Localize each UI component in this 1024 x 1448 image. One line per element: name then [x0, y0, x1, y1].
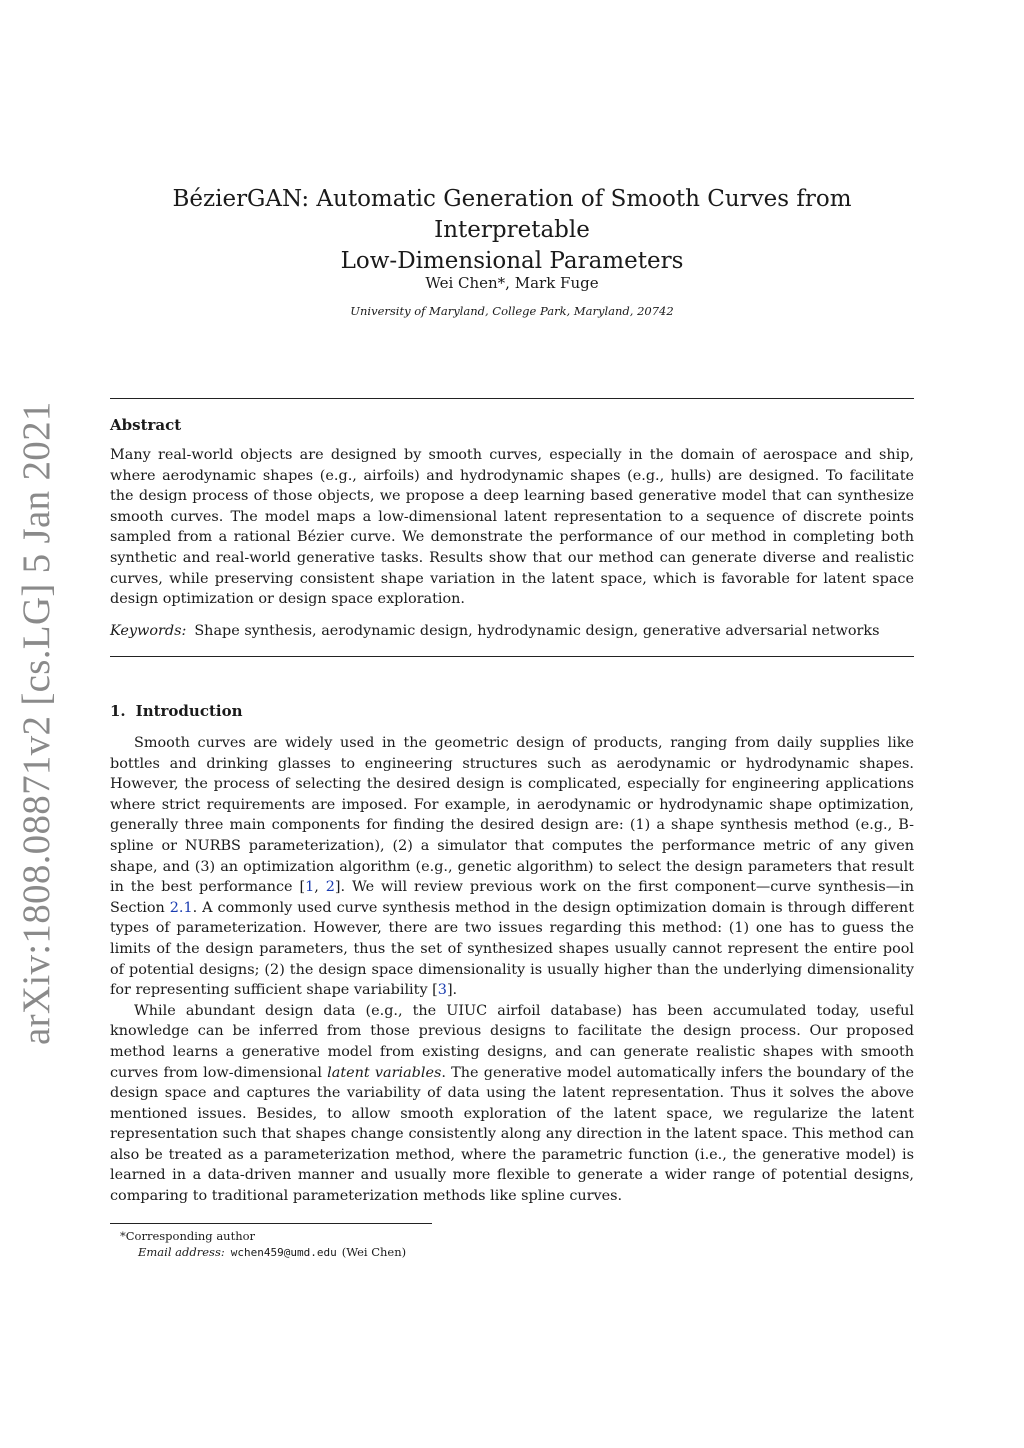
footnote-corresponding-author: *Corresponding author	[120, 1229, 256, 1243]
intro-paragraph-2	[110, 1001, 914, 1207]
email-owner: (Wei Chen)	[341, 1245, 407, 1259]
citation-link[interactable]: 2	[325, 879, 335, 896]
footnote-email	[138, 1245, 406, 1260]
abstract-bottom-rule	[110, 656, 914, 657]
keywords-list: Shape synthesis, aerodynamic design, hydrodynamic design, generative adversarial networks	[194, 623, 880, 639]
emphasis-latent-variables: latent variables	[327, 1064, 442, 1081]
paper-title	[110, 184, 914, 277]
introduction-body	[110, 733, 914, 1207]
title-line-2: Low-Dimensional Parameters	[340, 248, 684, 274]
email-address-link[interactable]: wchen459@umd.edu	[230, 1246, 337, 1259]
text-span: ]. We will review previous work on the first component—curve synthesis—in Section	[110, 879, 914, 916]
abstract-heading: Abstract	[110, 416, 182, 434]
citation-link[interactable]: 1	[305, 879, 315, 896]
title-line-1: BézierGAN: Automatic Generation of Smooth Curves from Interpretable	[172, 186, 852, 243]
footnote-rule	[110, 1223, 432, 1224]
keywords-label: Keywords:	[110, 623, 187, 639]
text-span: . A commonly used curve synthesis method in the design optimization domain is through different types of parameterization. However, there are two issues regarding this method: (1) one has to guess the limits of the design parameters, thus the set of synthesized shapes usually cannot represent the entire pool of potential designs; (2) the design space dimensionality is usually higher than the underlying dimensionality for representing sufficient shape variability [	[110, 899, 914, 999]
text-span: ,	[314, 879, 326, 896]
text-span: Smooth curves are widely used in the geometric design of products, ranging from daily supplies like bottles and drinking glasses to engineering structures such as aerodynamic or hydrodynamic shapes. However, the process of selecting the desired design is complicated, especially for engineering applications where strict requirements are imposed. For example, in aerodynamic or hydrodynamic shape optimization, generally three main components for finding the desired design are: (1) a shape synthesis method (e.g., B-spline or NURBS parameterization), (2) a simulator that computes the performance metric of any given shape, and (3) an optimization algorithm (e.g., genetic algorithm) to select the design parameters that result in the best performance [	[110, 735, 914, 896]
email-label: Email address:	[138, 1245, 225, 1259]
section-heading-introduction	[110, 702, 243, 720]
citation-link[interactable]: 3	[437, 982, 447, 999]
authors: Wei Chen*, Mark Fuge	[425, 274, 599, 292]
text-span: . The generative model automatically infers the boundary of the design space and captures the variability of data using the latent representation. Thus it solves the above mentioned issues. Besides, to allow smooth exploration of the latent space, we regularize the latent representation such that shapes change consistently along any direction in the latent space. This method can also be treated as a parameterization method, where the parametric function (i.e., the generative model) is learned in a data-driven manner and usually more flexible to generate a wider range of potential designs, comparing to traditional parameterization methods like spline curves.	[110, 1064, 915, 1205]
section-reference-link[interactable]: 2.1	[169, 899, 193, 916]
text-span: ].	[446, 982, 458, 999]
section-title: Introduction	[135, 702, 243, 720]
arxiv-identifier: arXiv:1808.08871v2 [cs.LG] 5 Jan 2021	[15, 401, 58, 1045]
abstract-top-rule	[110, 398, 914, 399]
intro-paragraph-1	[110, 733, 914, 1001]
keywords	[110, 621, 914, 641]
text-span: While abundant design data (e.g., the UIUC airfoil database) has been accumulated today, useful knowledge can be inferred from those previous designs to facilitate the design process. Our proposed method learns a generative model from existing designs, and can generate realistic shapes with smooth curves from low-dimensional	[110, 1002, 914, 1081]
affiliation: University of Maryland, College Park, Maryland, 20742	[350, 304, 674, 318]
section-number: 1.	[110, 702, 126, 720]
abstract-text: Many real-world objects are designed by smooth curves, especially in the domain of aerospace and ship, where aerodynamic shapes (e.g., airfoils) and hydrodynamic shapes (e.g., hulls) are designed. To facilitate the design process of those objects, we propose a deep learning based generative model that can synthesize smooth curves. The model maps a low-dimensional latent representation to a sequence of discrete points sampled from a rational Bézier curve. We demonstrate the performance of our method in completing both synthetic and real-world generative tasks. Results show that our method can generate diverse and realistic curves, while preserving consistent shape variation in the latent space, which is favorable for latent space design optimization or design space exploration.	[110, 447, 914, 608]
